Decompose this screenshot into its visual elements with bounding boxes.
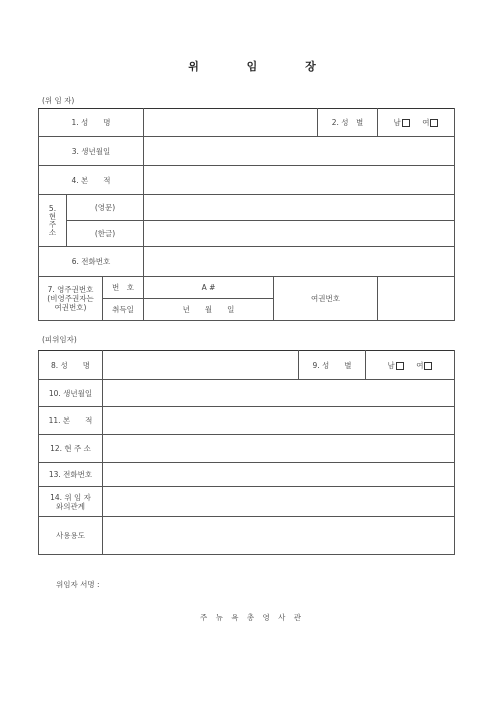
delegate-male-label: 남 xyxy=(387,360,395,370)
delegate-origin-field[interactable] xyxy=(103,407,455,435)
passport-field[interactable] xyxy=(378,277,455,321)
residency-line2: (비영주권자는 xyxy=(47,294,94,303)
address-korean-field[interactable] xyxy=(144,221,455,247)
address-korean-label: (한글) xyxy=(67,221,144,247)
relation-line2: 와의관계 xyxy=(56,501,85,511)
male-label: 남 xyxy=(393,118,401,127)
residency-line3: 여권번호) xyxy=(54,303,87,312)
delegate-origin-label: 11. 본 적 xyxy=(39,407,103,435)
birth-label: 3. 생년월일 xyxy=(39,137,144,166)
female-checkbox[interactable] xyxy=(430,119,438,127)
origin-field[interactable] xyxy=(144,166,455,195)
number-label: 번 호 xyxy=(103,277,144,299)
gender-label: 2. 성 별 xyxy=(318,109,378,137)
delegate-name-field[interactable] xyxy=(103,351,299,380)
delegate-gender-field[interactable] xyxy=(366,351,455,380)
delegate-male-checkbox[interactable] xyxy=(396,362,404,370)
address-label xyxy=(39,195,67,247)
delegate-birth-field[interactable] xyxy=(103,380,455,407)
residency-line1: 7. 영주권번호 xyxy=(47,285,94,294)
section-label-delegator: (위 임 자) xyxy=(42,96,75,105)
purpose-label: 사용용도 xyxy=(39,517,103,555)
number-field[interactable]: A # xyxy=(144,277,274,299)
male-checkbox[interactable] xyxy=(402,119,410,127)
delegate-phone-label: 13. 전화번호 xyxy=(39,463,103,487)
address-prefix: 5. xyxy=(48,203,57,213)
delegate-name-label: 8. 성 명 xyxy=(39,351,103,380)
delegate-address-label: 12. 현 주 소 xyxy=(39,435,103,463)
relation-line1: 14. 위 임 자 xyxy=(50,492,91,502)
consulate-footer: 주 뉴 욕 총 영 사 관 xyxy=(199,613,305,622)
gender-field[interactable] xyxy=(378,109,455,137)
name-label: 1. 성 명 xyxy=(39,109,144,137)
delegator-table xyxy=(38,108,455,321)
delegate-table xyxy=(38,350,455,555)
female-label: 여 xyxy=(422,118,430,127)
relation-label xyxy=(39,487,103,517)
passport-label: 여권번호 xyxy=(274,277,378,321)
address-english-field[interactable] xyxy=(144,195,455,221)
delegate-address-field[interactable] xyxy=(103,435,455,463)
address-chars: 현주소 xyxy=(48,211,57,237)
delegate-gender-label: 9. 성 별 xyxy=(299,351,366,380)
relation-field[interactable] xyxy=(103,487,455,517)
delegate-phone-field[interactable] xyxy=(103,463,455,487)
purpose-field[interactable] xyxy=(103,517,455,555)
acquired-label: 취득일 xyxy=(103,299,144,321)
delegate-female-checkbox[interactable] xyxy=(424,362,432,370)
delegate-female-label: 여 xyxy=(416,360,424,370)
delegate-birth-label: 10. 생년월일 xyxy=(39,380,103,407)
signature-label: 위임자 서명 : xyxy=(56,580,100,589)
address-english-label: (영문) xyxy=(67,195,144,221)
document-title: 위 임 장 xyxy=(188,60,338,73)
name-field[interactable] xyxy=(144,109,318,137)
phone-label: 6. 전화번호 xyxy=(39,247,144,277)
residency-label xyxy=(39,277,103,321)
birth-field[interactable] xyxy=(144,137,455,166)
phone-field[interactable] xyxy=(144,247,455,277)
section-label-delegate: (피위임자) xyxy=(42,335,77,344)
acquired-date-field[interactable]: 년 월 일 xyxy=(144,299,274,321)
origin-label: 4. 본 적 xyxy=(39,166,144,195)
